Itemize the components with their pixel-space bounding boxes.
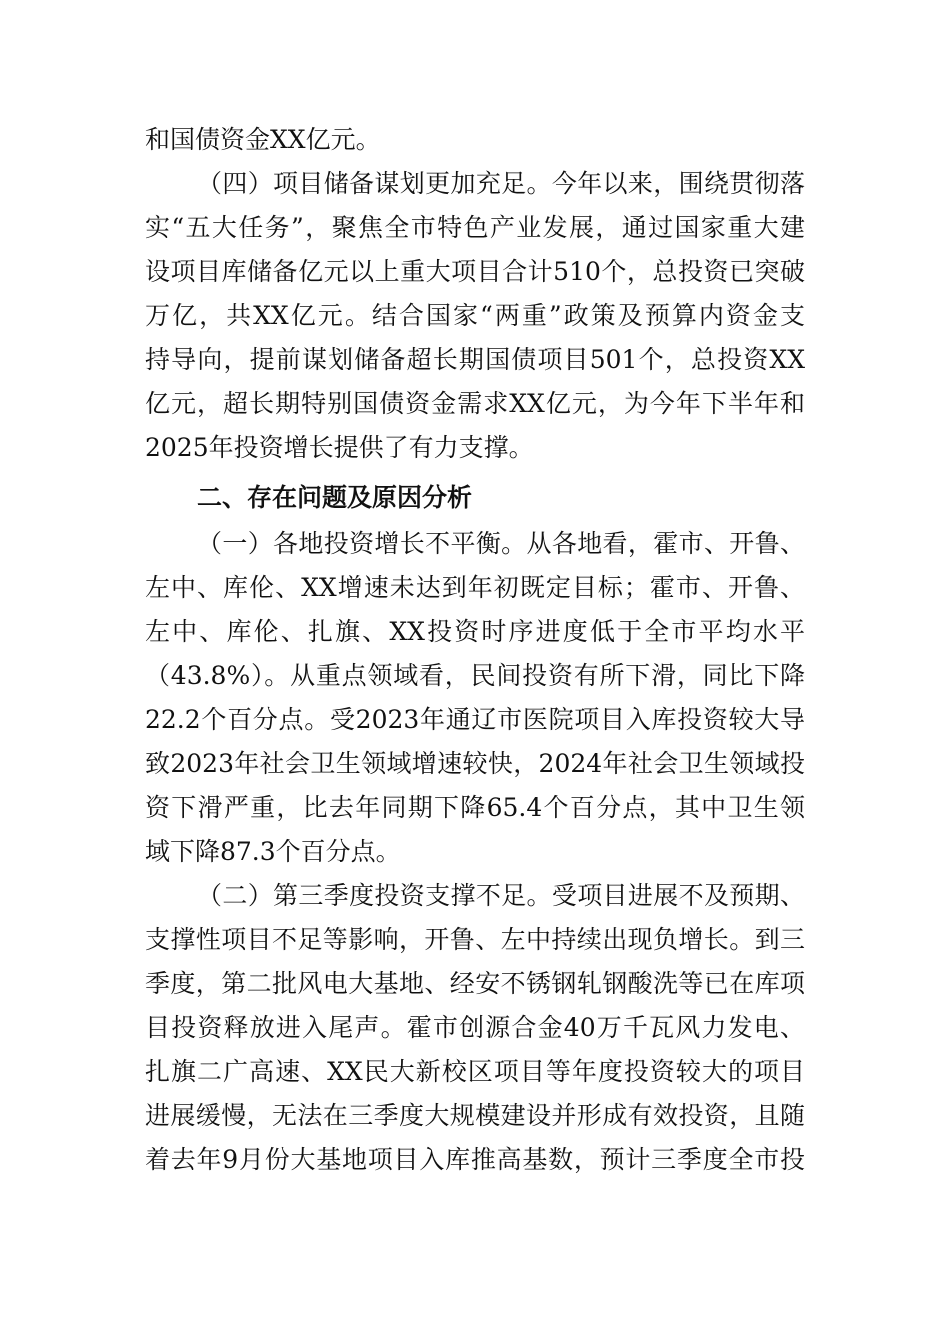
paragraph-line: 万亿，共XX亿元。结合国家“两重”政策及预算内资金支 — [145, 301, 805, 330]
paragraph-line: 左中、库伦、扎旗、XX投资时序进度低于全市平均水平 — [145, 617, 805, 646]
paragraph-line: 支撑性项目不足等影响，开鲁、左中持续出现负增长。到三 — [145, 925, 805, 954]
paragraph-line: 22.2个百分点。受2023年通辽市医院项目入库投资较大导 — [145, 705, 805, 734]
paragraph-line: 亿元，超长期特别国债资金需求XX亿元，为今年下半年和 — [145, 389, 805, 418]
paragraph-line: 资下滑严重，比去年同期下降65.4个百分点，其中卫生领 — [145, 793, 805, 822]
paragraph-line: 致2023年社会卫生领域增速较快，2024年社会卫生领域投 — [145, 749, 805, 778]
paragraph-line: （四）项目储备谋划更加充足。今年以来，围绕贯彻落 — [197, 169, 805, 198]
paragraph-line: 2025年投资增长提供了有力支撑。 — [145, 433, 534, 462]
paragraph-line: 着去年9月份大基地项目入库推高基数，预计三季度全市投 — [145, 1145, 805, 1174]
paragraph-line: （二）第三季度投资支撑不足。受项目进展不及预期、 — [197, 881, 805, 910]
paragraph-line: 左中、库伦、XX增速未达到年初既定目标；霍市、开鲁、 — [145, 573, 805, 602]
paragraph-line: 扎旗二广高速、XX民大新校区项目等年度投资较大的项目 — [145, 1057, 805, 1086]
paragraph-line: （一）各地投资增长不平衡。从各地看，霍市、开鲁、 — [197, 529, 805, 558]
paragraph-line: 进展缓慢，无法在三季度大规模建设并形成有效投资，且随 — [145, 1101, 805, 1130]
paragraph-line: 持导向，提前谋划储备超长期国债项目501个，总投资XX — [145, 345, 805, 374]
section-heading: 二、存在问题及原因分析 — [197, 483, 473, 512]
paragraph-line: 季度，第二批风电大基地、经安不锈钢轧钢酸洗等已在库项 — [145, 969, 805, 998]
paragraph-line: 实“五大任务”，聚焦全市特色产业发展，通过国家重大建 — [145, 213, 805, 242]
paragraph-line: 域下降87.3个百分点。 — [145, 837, 401, 866]
paragraph-line: 和国债资金XX亿元。 — [145, 125, 381, 154]
paragraph-line: 设项目库储备亿元以上重大项目合计510个，总投资已突破 — [145, 257, 805, 286]
paragraph-line: （43.8%）。从重点领域看，民间投资有所下滑，同比下降 — [145, 661, 805, 690]
paragraph-line: 目投资释放进入尾声。霍市创源合金40万千瓦风力发电、 — [145, 1013, 805, 1042]
